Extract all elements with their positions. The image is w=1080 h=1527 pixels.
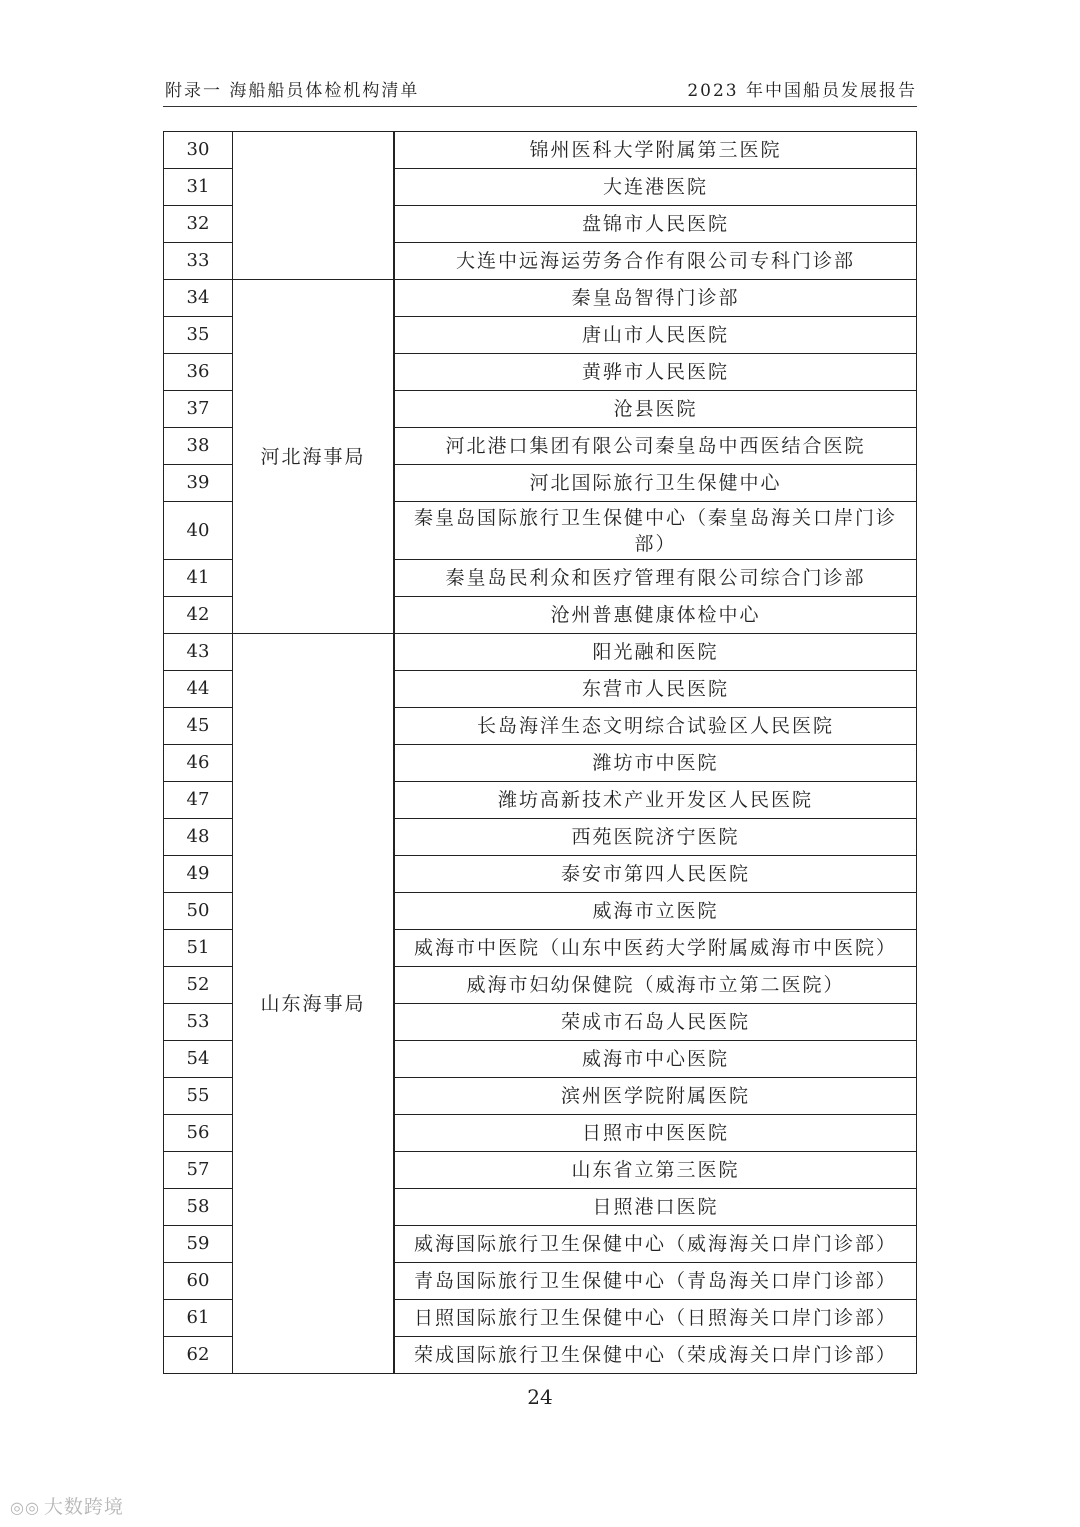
row-number: 36 bbox=[164, 354, 233, 391]
institution-name: 山东省立第三医院 bbox=[395, 1152, 917, 1189]
institution-name: 荣成国际旅行卫生保健中心（荣成海关口岸门诊部） bbox=[395, 1337, 917, 1374]
institution-name: 荣成市石岛人民医院 bbox=[395, 1004, 917, 1041]
institution-name: 潍坊高新技术产业开发区人民医院 bbox=[395, 782, 917, 819]
row-number: 62 bbox=[164, 1337, 233, 1374]
institution-name: 日照市中医医院 bbox=[395, 1115, 917, 1152]
institution-name: 威海市妇幼保健院（威海市立第二医院） bbox=[395, 967, 917, 1004]
row-number: 38 bbox=[164, 428, 233, 465]
institution-name: 唐山市人民医院 bbox=[395, 317, 917, 354]
institution-name: 威海市中心医院 bbox=[395, 1041, 917, 1078]
row-number: 59 bbox=[164, 1226, 233, 1263]
row-number: 31 bbox=[164, 169, 233, 206]
institution-name: 威海市立医院 bbox=[395, 893, 917, 930]
header-left-title: 附录一 海船船员体检机构清单 bbox=[165, 81, 420, 101]
row-number: 42 bbox=[164, 597, 233, 634]
institution-name: 沧州普惠健康体检中心 bbox=[395, 597, 917, 634]
institution-table-container bbox=[163, 131, 917, 1374]
row-number: 53 bbox=[164, 1004, 233, 1041]
row-number: 40 bbox=[164, 502, 233, 560]
row-number: 37 bbox=[164, 391, 233, 428]
row-number: 34 bbox=[164, 280, 233, 317]
watermark bbox=[10, 1492, 124, 1519]
row-number: 41 bbox=[164, 560, 233, 597]
row-number: 44 bbox=[164, 671, 233, 708]
row-number: 58 bbox=[164, 1189, 233, 1226]
institution-name: 阳光融和医院 bbox=[395, 634, 917, 671]
header-right-title: 2023 年中国船员发展报告 bbox=[687, 81, 917, 101]
table-row bbox=[164, 634, 917, 671]
row-number: 45 bbox=[164, 708, 233, 745]
watermark-logo-icon: ◎◎ bbox=[10, 1498, 40, 1517]
institution-name: 盘锦市人民医院 bbox=[395, 206, 917, 243]
row-number: 46 bbox=[164, 745, 233, 782]
row-number: 30 bbox=[164, 132, 233, 169]
row-number: 55 bbox=[164, 1078, 233, 1115]
row-number: 60 bbox=[164, 1263, 233, 1300]
institution-name: 日照港口医院 bbox=[395, 1189, 917, 1226]
row-number: 54 bbox=[164, 1041, 233, 1078]
bureau-cell bbox=[233, 132, 394, 280]
row-number: 43 bbox=[164, 634, 233, 671]
institution-name: 沧县医院 bbox=[395, 391, 917, 428]
row-number: 57 bbox=[164, 1152, 233, 1189]
institution-table bbox=[163, 131, 917, 1374]
institution-name: 日照国际旅行卫生保健中心（日照海关口岸门诊部） bbox=[395, 1300, 917, 1337]
institution-name: 长岛海洋生态文明综合试验区人民医院 bbox=[395, 708, 917, 745]
bureau-cell: 河北海事局 bbox=[233, 280, 394, 634]
bureau-cell: 山东海事局 bbox=[233, 634, 394, 1374]
row-number: 48 bbox=[164, 819, 233, 856]
institution-name: 西苑医院济宁医院 bbox=[395, 819, 917, 856]
institution-name: 秦皇岛国际旅行卫生保健中心（秦皇岛海关口岸门诊部） bbox=[395, 502, 917, 560]
institution-name: 泰安市第四人民医院 bbox=[395, 856, 917, 893]
table-row bbox=[164, 132, 917, 169]
institution-name: 秦皇岛民利众和医疗管理有限公司综合门诊部 bbox=[395, 560, 917, 597]
page-number: 24 bbox=[527, 1385, 553, 1409]
institution-name: 锦州医科大学附属第三医院 bbox=[395, 132, 917, 169]
row-number: 35 bbox=[164, 317, 233, 354]
header-divider bbox=[163, 106, 917, 107]
row-number: 49 bbox=[164, 856, 233, 893]
page-header bbox=[163, 76, 917, 104]
institution-name: 青岛国际旅行卫生保健中心（青岛海关口岸门诊部） bbox=[395, 1263, 917, 1300]
row-number: 32 bbox=[164, 206, 233, 243]
row-number: 39 bbox=[164, 465, 233, 502]
table-row bbox=[164, 280, 917, 317]
institution-name: 河北港口集团有限公司秦皇岛中西医结合医院 bbox=[395, 428, 917, 465]
institution-name: 东营市人民医院 bbox=[395, 671, 917, 708]
row-number: 50 bbox=[164, 893, 233, 930]
row-number: 33 bbox=[164, 243, 233, 280]
watermark-text: 大数跨境 bbox=[43, 1496, 124, 1518]
row-number: 56 bbox=[164, 1115, 233, 1152]
institution-name: 大连港医院 bbox=[395, 169, 917, 206]
institution-name: 滨州医学院附属医院 bbox=[395, 1078, 917, 1115]
institution-name: 潍坊市中医院 bbox=[395, 745, 917, 782]
row-number: 47 bbox=[164, 782, 233, 819]
row-number: 52 bbox=[164, 967, 233, 1004]
institution-name: 黄骅市人民医院 bbox=[395, 354, 917, 391]
institution-name: 秦皇岛智得门诊部 bbox=[395, 280, 917, 317]
row-number: 61 bbox=[164, 1300, 233, 1337]
row-number: 51 bbox=[164, 930, 233, 967]
institution-name: 河北国际旅行卫生保健中心 bbox=[395, 465, 917, 502]
institution-name: 大连中远海运劳务合作有限公司专科门诊部 bbox=[395, 243, 917, 280]
institution-name: 威海市中医院（山东中医药大学附属威海市中医院） bbox=[395, 930, 917, 967]
institution-name: 威海国际旅行卫生保健中心（威海海关口岸门诊部） bbox=[395, 1226, 917, 1263]
